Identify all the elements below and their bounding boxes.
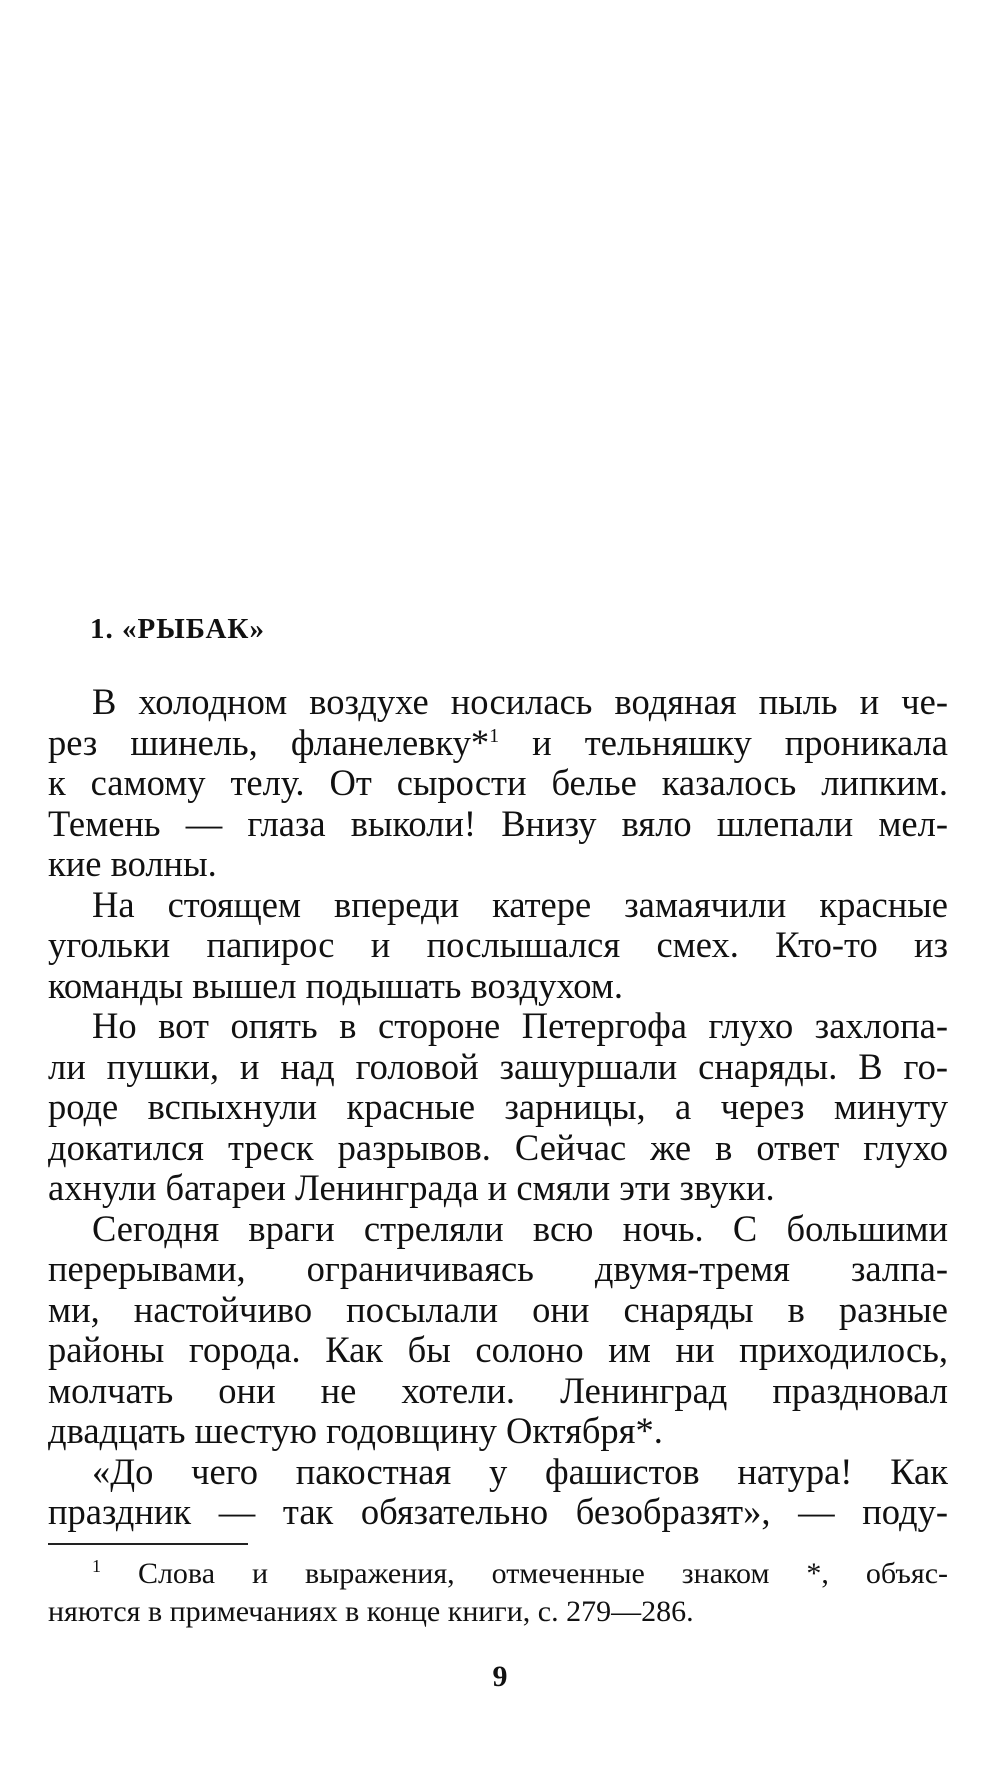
footnote-ref[interactable]: 1 <box>489 724 500 747</box>
text-line: праздник — так обязательно безобразят», — поду- <box>48 1491 948 1532</box>
footnote-divider <box>48 1543 248 1545</box>
text-line: «До чего пакостная у фашистов натура! Как <box>92 1450 948 1492</box>
text-line: команды вышел подышать воздухом. <box>48 964 623 1006</box>
footnote <box>48 1555 948 1631</box>
text-line: Сегодня враги стреляли всю ночь. С большими <box>92 1207 948 1249</box>
text-line: молчать они не хотели. Ленинград праздновал <box>48 1369 948 1411</box>
footnote-line <box>48 1555 948 1593</box>
text-line: На стоящем впереди катере замаячили красные <box>92 883 948 925</box>
chapter-title: 1. «РЫБАК» <box>90 613 265 645</box>
footnote-line: няются в примечаниях в конце книги, с. 279—286. <box>48 1595 694 1628</box>
paragraph <box>48 1006 948 1209</box>
text-line: ми, настойчиво посылали они снаряды в разные <box>48 1288 948 1330</box>
text-line: Но вот опять в стороне Петергофа глухо захлопа- <box>92 1005 948 1046</box>
footnote-marker: 1 <box>92 1556 101 1576</box>
text-line: двадцать шестую годовщину Октября*. <box>48 1410 663 1451</box>
body-text <box>48 682 948 1533</box>
text-fragment: рез шинель, фланелевку* <box>48 721 490 763</box>
text-line: угольки папирос и послышался смех. Кто-то из <box>48 924 948 965</box>
paragraph <box>48 1209 948 1452</box>
footnote-text: Слова и выражения, отмеченные знаком *, объяс- <box>101 1557 948 1590</box>
text-line: роде вспыхнули красные зарницы, а через минуту <box>48 1086 948 1127</box>
paragraph <box>48 885 948 1007</box>
text-line: кие волны. <box>48 843 217 884</box>
text-line: районы города. Как бы солоно им ни приходилось, <box>48 1329 948 1370</box>
text-line: Темень — глаза выколи! Внизу вяло шлепали мел- <box>48 802 948 844</box>
text-line: к самому телу. От сырости белье казалось липким. <box>48 762 948 803</box>
text-line <box>48 723 948 764</box>
text-fragment: и тельняшку проникала <box>499 721 948 763</box>
text-line: перерывами, ограничиваясь двумя-тремя залпа- <box>48 1248 948 1289</box>
text-line: ахнули батареи Ленинграда и смяли эти звуки. <box>48 1167 775 1208</box>
text-line: ли пушки, и над головой зашуршали снаряды. В го- <box>48 1045 948 1087</box>
text-line: В холодном воздухе носилась водяная пыль и че- <box>92 681 948 722</box>
paragraph <box>48 1452 948 1533</box>
text-line: докатился треск разрывов. Сейчас же в ответ глухо <box>48 1126 948 1168</box>
page-number: 9 <box>492 1660 508 1693</box>
paragraph <box>48 682 948 885</box>
